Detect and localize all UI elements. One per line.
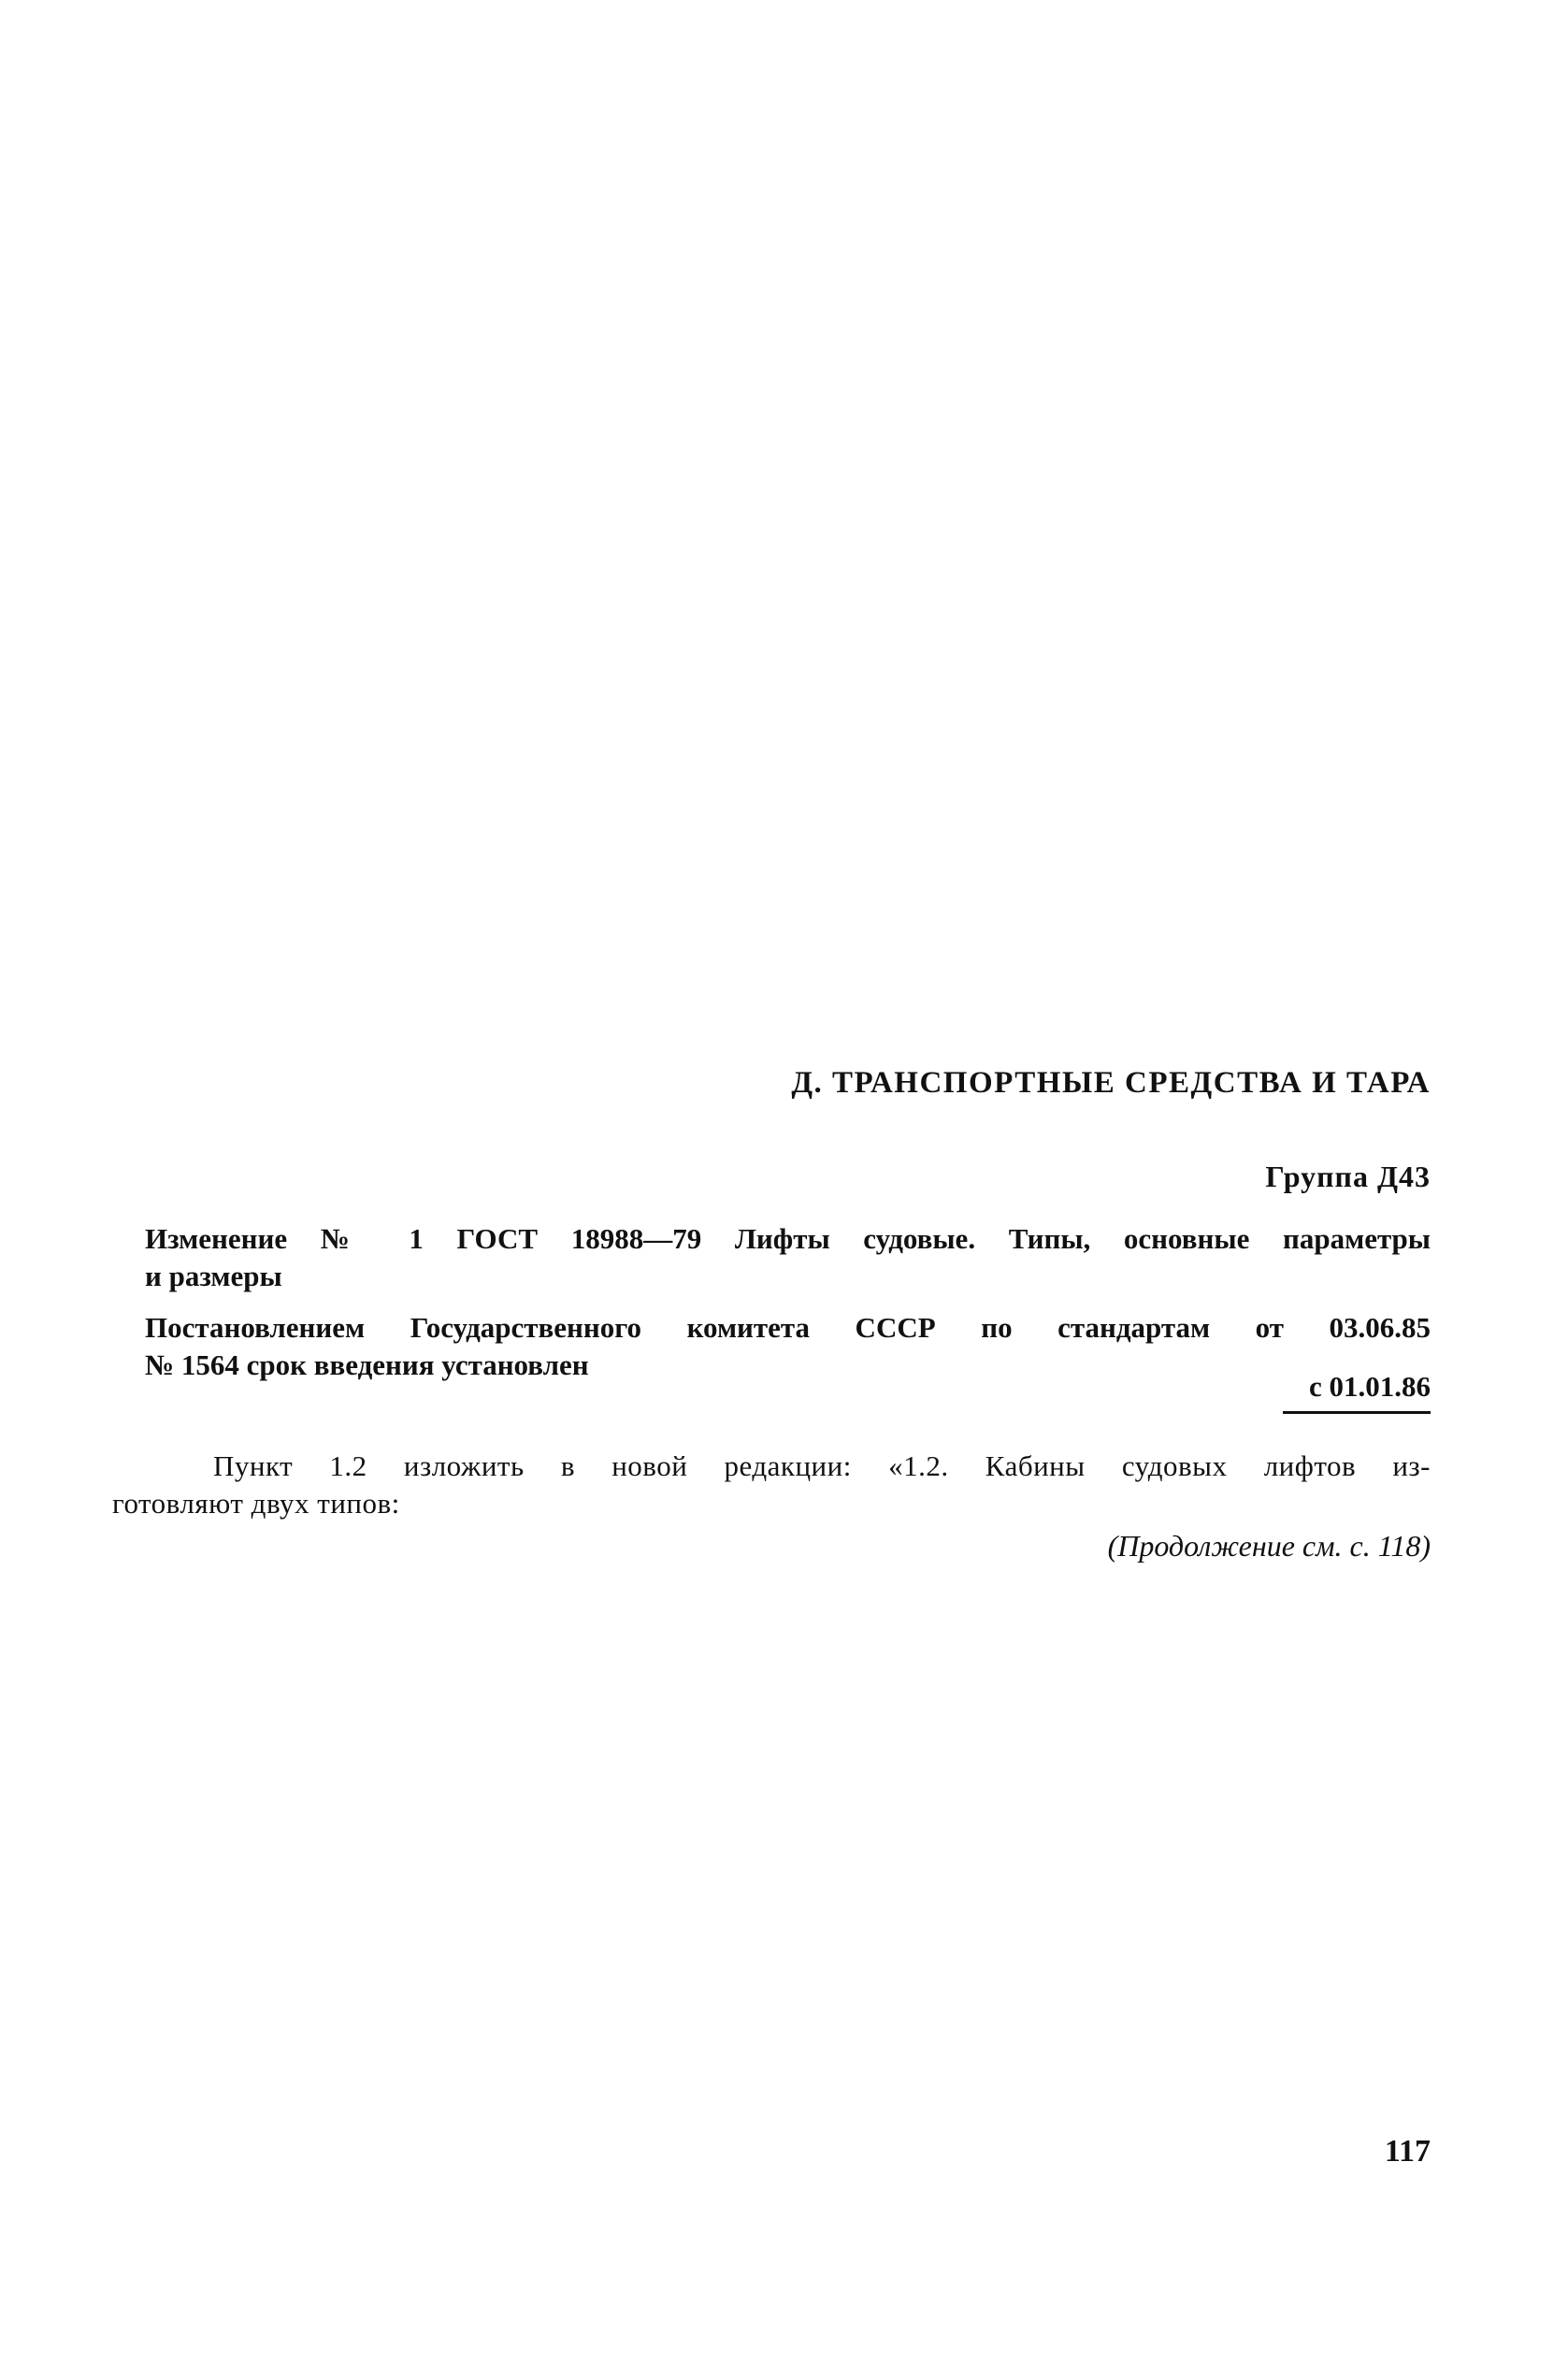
change-heading bbox=[145, 1220, 1431, 1295]
continuation-note: (Продолжение см. с. 118) bbox=[1107, 1529, 1431, 1563]
section-title: Д. ТРАНСПОРТНЫЕ СРЕДСТВА И ТАРА bbox=[791, 1066, 1431, 1100]
group-label: Группа Д43 bbox=[1265, 1160, 1431, 1193]
change-heading-line-2: и размеры bbox=[145, 1260, 282, 1292]
change-heading-line-1: Изменение № 1 ГОСТ 18988—79 Лифты судовые. Типы, основные параметры bbox=[145, 1222, 1431, 1255]
decree-line-2: № 1564 срок введения установлен bbox=[145, 1348, 589, 1381]
effective-date-underline bbox=[1283, 1411, 1431, 1414]
page-number: 117 bbox=[1384, 2134, 1431, 2169]
effective-date: с 01.01.86 bbox=[1308, 1370, 1431, 1403]
decree-line-1: Постановлением Государственного комитета СССР по стандартам от 03.06.85 bbox=[145, 1311, 1431, 1344]
body-paragraph bbox=[112, 1448, 1431, 1522]
body-line-2: готовляют двух типов: bbox=[112, 1487, 400, 1520]
body-line-1: Пункт 1.2 изложить в новой редакции: «1.2. Кабины судовых лифтов из- bbox=[213, 1449, 1431, 1482]
